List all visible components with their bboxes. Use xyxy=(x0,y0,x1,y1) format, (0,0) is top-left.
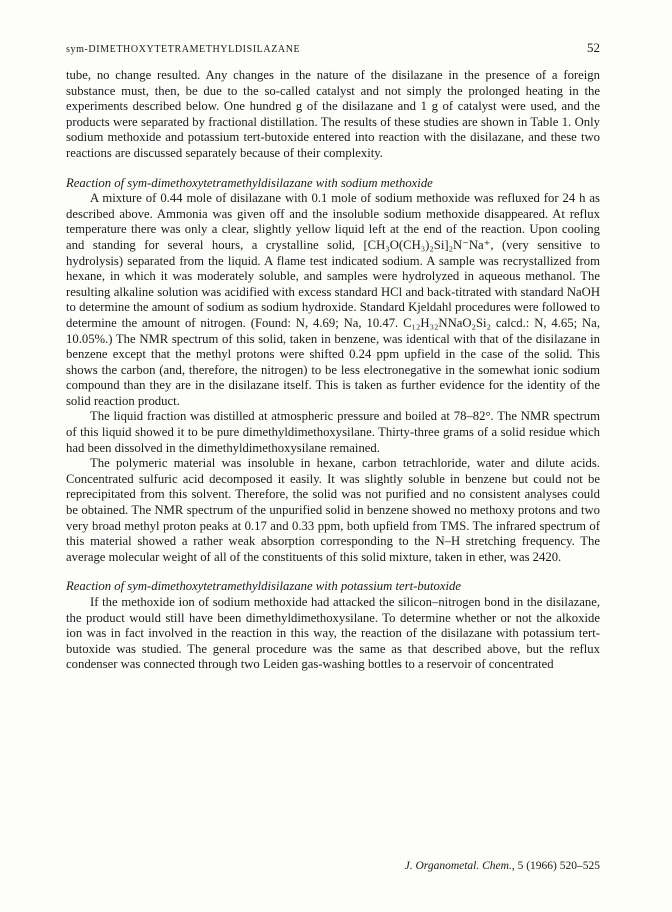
journal-volume-pages: , 5 (1966) 520–525 xyxy=(511,860,600,872)
paragraph-potassium-tert-butoxide: If the methoxide ion of sodium methoxide had attacked the silicon–nitrogen bond in the disilazane, the product would still have been dimethyldimethoxysilane. To determine whether or not the alkoxide ion was in fact involved in the reaction in this way, the reaction of the disilazane with potassium tert-butoxide was studied. The general procedure was the same as that described above, but the reflux condenser was connected through two Leiden gas-washing bottles to a reservoir of concentrated xyxy=(66,595,600,672)
running-head xyxy=(66,40,600,56)
journal-citation xyxy=(405,860,600,872)
running-head-title: sym-DIMETHOXYTETRAMETHYLDISILAZANE xyxy=(66,44,301,55)
paragraph-polymeric-material: The polymeric material was insoluble in hexane, carbon tetrachloride, water and dilute acids. Concentrated sulfuric acid decomposed it easily. It was slightly soluble in benzene but could not be reprecipitated from this solvent. Therefore, the solid was not purified and no consistent analyses could be obtained. The NMR spectrum of the unpurified solid in benzene showed no methoxy protons and two very broad methyl proton peaks at 0.17 and 0.33 ppm, both upfield from TMS. The infrared spectrum of this material showed a rather weak absorption corresponding to the N–H stretching frequency. The average molecular weight of all of the constituents of this solid mixture, taken in ether, was 2420. xyxy=(66,456,600,564)
paragraph-liquid-fraction: The liquid fraction was distilled at atmospheric pressure and boiled at 78–82°. The NMR spectrum of this liquid showed it to be pure dimethyldimethoxysilane. Thirty-three grams of a solid residue which had been dissolved in the dimethyldimethoxysilane remained. xyxy=(66,409,600,455)
section-heading-sodium-methoxide: Reaction of sym-dimethoxytetramethyldisilazane with sodium methoxide xyxy=(66,175,433,190)
page-number: 52 xyxy=(587,40,600,55)
paragraph-sodium-methoxide: A mixture of 0.44 mole of disilazane with 0.1 mole of sodium methoxide was refluxed for 24 h as described above. Ammonia was given off and the insoluble sodium methoxide disappeared. At reflux temperature there was only a clear, slightly yellow liquid left at the end of the reaction. Upon cooling and standing for several hours, a crystalline solid, [CH₃O(CH₃)₂Si]₂N⁻Na⁺, (very sensitive to hydrolysis) separated from the liquid. A flame test indicated sodium. A sample was recrystallized from hexane, in which it was moderately soluble, and samples were hydrolyzed in aqueous methanol. The resulting alkaline solution was acidified with excess standard HCl and back-titrated with standard NaOH to determine the amount of sodium as sodium hydroxide. Standard Kjeldahl procedures were followed to determine the amount of nitrogen. (Found: N, 4.69; Na, 10.47. C₁₂H₃₂NNaO₂Si₂ calcd.: N, 4.65; Na, 10.05%.) The NMR spectrum of this solid, taken in benzene, was identical with that of the disilazane in benzene except that the methyl protons were shifted 0.24 ppm upfield in the case of the solid. This shows the carbon (and, therefore, the nitrogen) to be less electronegative in the somewhat ionic sodium compound than they are in the disilazane itself. This is taken as further evidence for the identity of the solid reaction product. xyxy=(66,191,600,408)
paragraph-continuation: tube, no change resulted. Any changes in the nature of the disilazane in the presence of a foreign substance must, then, be due to the so-called catalyst and not simply the prolonged heating in the experiments described below. One hundred g of the disilazane and 1 g of catalyst were used, and the products were separated by fractional distillation. The results of these studies are shown in Table 1. Only sodium methoxide and potassium tert-butoxide entered into reaction with the disilazane, and these two reactions are discussed separately because of their complexity. xyxy=(66,68,600,160)
section-heading-potassium-tert-butoxide: Reaction of sym-dimethoxytetramethyldisilazane with potassium tert-butoxide xyxy=(66,579,462,594)
journal-name: J. Organometal. Chem. xyxy=(404,860,512,872)
